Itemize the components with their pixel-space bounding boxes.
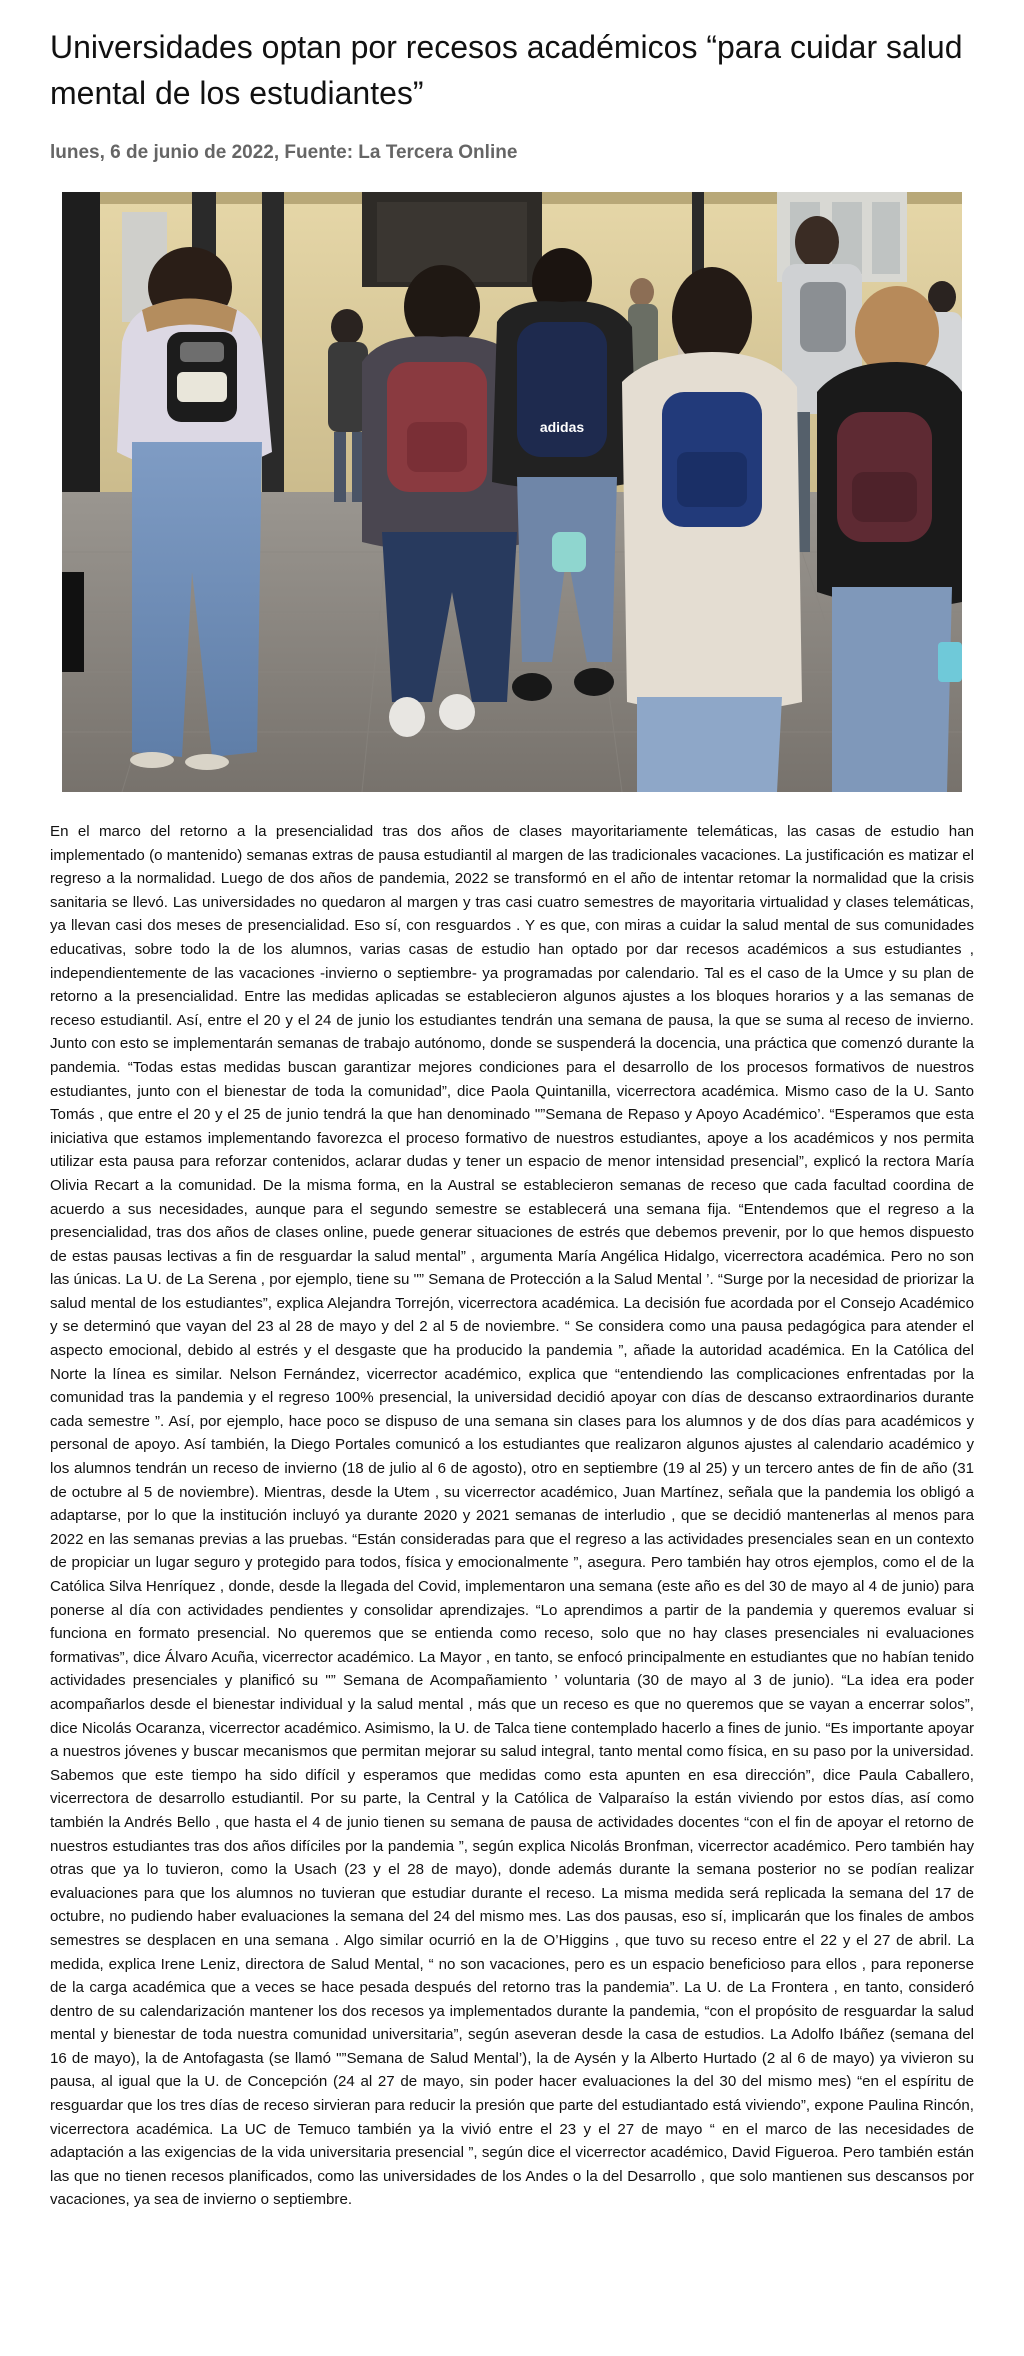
article-photo — [62, 192, 962, 792]
students-walking-photo-icon — [62, 192, 962, 792]
article — [50, 0, 974, 2212]
article-meta: lunes, 6 de junio de 2022, Fuente: La Tercera Online — [50, 142, 518, 163]
article-title: Universidades optan por recesos académicos “para cuidar salud mental de los estudiantes” — [50, 29, 963, 111]
article-body: En el marco del retorno a la presencialidad tras dos años de clases mayoritariamente telemáticas, las casas de estudio han implementado (o mantenido) semanas extras de pausa estudiantil al margen de las tradicionales vacaciones. La justificación es matizar el regreso a la normalidad. Luego de dos años de pandemia, 2022 se transformó en el año de intentar retomar la normalidad que la crisis sanitaria se llevó. Las universidades no quedaron al margen y tras casi cuatro semestres de mayoritaria virtualidad y clases telemáticas, ya llevan casi dos meses de presencialidad. Eso sí, con resguardos . Y es que, con miras a cuidar la salud mental de sus comunidades educativas, sobre todo la de los alumnos, varias casas de estudio han optado por dar recesos académicos a sus estudiantes , independientemente de las vacaciones -invierno o septiembre- ya programadas por calendario. Tal es el caso de la Umce y su plan de retorno a la presencialidad. Entre las medidas aplicadas se establecieron algunos ajustes a los bloques horarios y a las semanas de receso estudiantil. Así, entre el 20 y el 24 de junio los estudiantes tendrán una semana de pausa, la que se suma al receso de invierno. Junto con esto se implementarán semanas de trabajo autónomo, donde se suspenderá la docencia, una práctica que comenzó durante la pandemia. “Todas estas medidas buscan garantizar mejores condiciones para el desarrollo de los procesos formativos de nuestros estudiantes, junto con el bienestar de toda la comunidad”, dice Paola Quintanilla, vicerrectora académica. Mismo caso de la U. Santo Tomás , que entre el 20 y el 25 de junio tendrá la que han denominado "”Semana de Repaso y Apoyo Académico’. “Esperamos que esta iniciativa que estamos implementando favorezca el proceso formativo de nuestros estudiantes, apoye a los académicos y nos permita utilizar esta pausa para reforzar contenidos, aclarar dudas y tener un espacio de menor intensidad presencial”, explicó la rectora María Olivia Recart a la comunidad. De la misma forma, en la Austral se establecieron semanas de receso que cada facultad coordina de acuerdo a sus necesidades, aunque para el segundo semestre se establecerá una semana fija. “Entendemos que el regreso a la presencialidad, tras dos años de clases online, puede generar situaciones de estrés que debemos prevenir, por lo que hemos dispuesto de estas pausas lectivas a fin de resguardar la salud mental” , argumenta María Angélica Hidalgo, vicerrectora académica. Pero no son las únicas. La U. de La Serena , por ejemplo, tiene su "” Semana de Protección a la Salud Mental ’. “Surge por la necesidad de priorizar la salud mental de los estudiantes”, explica Alejandra Torrejón, vicerrectora académica. La decisión fue acordada por el Consejo Académico y se determinó que vayan del 23 al 28 de mayo y del 2 al 5 de noviembre. “ Se considera como una pausa pedagógica para atender el aspecto emocional, debido al estrés y el desgaste que ha producido la pandemia ”, añade la autoridad académica. En la Católica del Norte la línea es similar. Nelson Fernández, vicerrector académico, explica que “entendiendo las complicaciones enfrentadas por la comunidad tras la pandemia y el regreso 100% presencial, la universidad decidió apoyar con días de descanso extraordinarios durante cada semestre ”. Así, por ejemplo, hace poco se dispuso de una semana sin clases para los alumnos y de dos días para académicos y personal de apoyo. Así también, la Diego Portales comunicó a los estudiantes que realizaron algunos ajustes al calendario académico y los alumnos tendrán un receso de invierno (18 de julio al 6 de agosto), otro en septiembre (19 al 25) y un tercero antes de fin de año (31 de octubre al 5 de noviembre). Mientras, desde la Utem , su vicerrector académico, Juan Martínez, señala que la pandemia los obligó a adaptarse, por lo que la institución incluyó ya durante 2020 y 2021 semanas de interludio , que se decidió mantenerlas al menos para 2022 en las semanas previas a las pruebas. “Están consideradas para que el regreso a las actividades presenciales sean en un contexto de propiciar un lugar seguro y protegido para todos, física y emocionalmente ”, asegura. Pero también hay otros ejemplos, como el de la Católica Silva Henríquez , donde, desde la llegada del Covid, implementaron una semana (este año es del 30 de mayo al 4 de junio) para ponerse al día con actividades pendientes y consolidar aprendizajes. “Lo aprendimos a partir de la pandemia y queremos evaluar si funciona en formato presencial. No queremos que se entienda como receso, solo que no hay clases presenciales ni evaluaciones formativas”, dice Álvaro Acuña, vicerrector académico. La Mayor , en tanto, se enfocó principalmente en estudiantes que no habían tenido actividades presenciales y planificó su "” Semana de Acompañamiento ’ voluntaria (30 de mayo al 3 de junio). “La idea era poder acompañarlos desde el bienestar individual y la salud mental , más que un receso es que no queremos que se vayan a encerrar solos”, dice Nicolás Ocaranza, vicerrector académico. Asimismo, la U. de Talca tiene contemplado hacerlo a fines de junio. “Es importante apoyar a nuestros jóvenes y buscar mecanismos que permitan mejorar su salud integral, tanto mental como física, en su paso por la universidad. Sabemos que este tiempo ha sido difícil y esperamos que medidas como esta apunten en esa dirección”, dice Paula Caballero, vicerrectora de desarrollo estudiantil. Por su parte, la Central y la Católica de Valparaíso la están viviendo por estos días, así como también la Andrés Bello , que hasta el 4 de junio tienen su semana de pausa de actividades docentes “con el fin de apoyar el retorno de nuestros estudiantes tras dos años difíciles por la pandemia ”, según explica Nicolás Bronfman, vicerrector académico. Pero también hay otras que ya lo tuvieron, como la Usach (23 y el 28 de mayo), donde además durante la semana posterior no se podían realizar evaluaciones para que los alumnos no tuvieran que estudiar durante el receso. La misma medida será replicada la semana del 17 de octubre, no pudiendo haber evaluaciones la semana del 24 del mismo mes. Las dos pausas, eso sí, implicarán que los finales de ambos semestres se desplacen en una semana . Algo similar ocurrió en la de O’Higgins , que tuvo su receso entre el 22 y el 27 de abril. La medida, explica Irene Leniz, directora de Salud Mental, “ no son vacaciones, pero es un espacio beneficioso para ellos , para reponerse de la carga académica que a veces se hace pesada después del retorno tras la pandemia”. La U. de La Frontera , en tanto, consideró dentro de su calendarización mantener los dos recesos ya implementados durante la pandemia, “con el propósito de resguardar la salud mental y bienestar de toda nuestra comunidad universitaria”, según aseveran desde la casa de estudios. La Adolfo Ibáñez (semana del 16 de mayo), la de Antofagasta (se llamó "”Semana de Salud Mental’), la de Aysén y la Alberto Hurtado (2 al 6 de mayo) ya vivieron su pausa, al igual que la U. de Concepción (24 al 27 de mayo, sin poder hacer evaluaciones la del 30 del mismo mes) “en el espíritu de resguardar que los tres días de receso sirvieran para reducir la presión que parte del estudiantado está viviendo”, expone Paulina Rincón, vicerrectora académica. La UC de Temuco también ya la vivió entre el 23 y el 27 de mayo “ en el marco de las necesidades de adaptación a las exigencias de la vida universitaria presencial ”, según dice el vicerrector académico, David Figueroa. Pero también están las que no tienen recesos planificados, como las universidades de los Andes o la del Desarrollo , que solo mantienen sus descansos por vacaciones, ya sea de invierno o septiembre. — [50, 823, 974, 2209]
adidas-logo: adidas — [539, 419, 585, 435]
